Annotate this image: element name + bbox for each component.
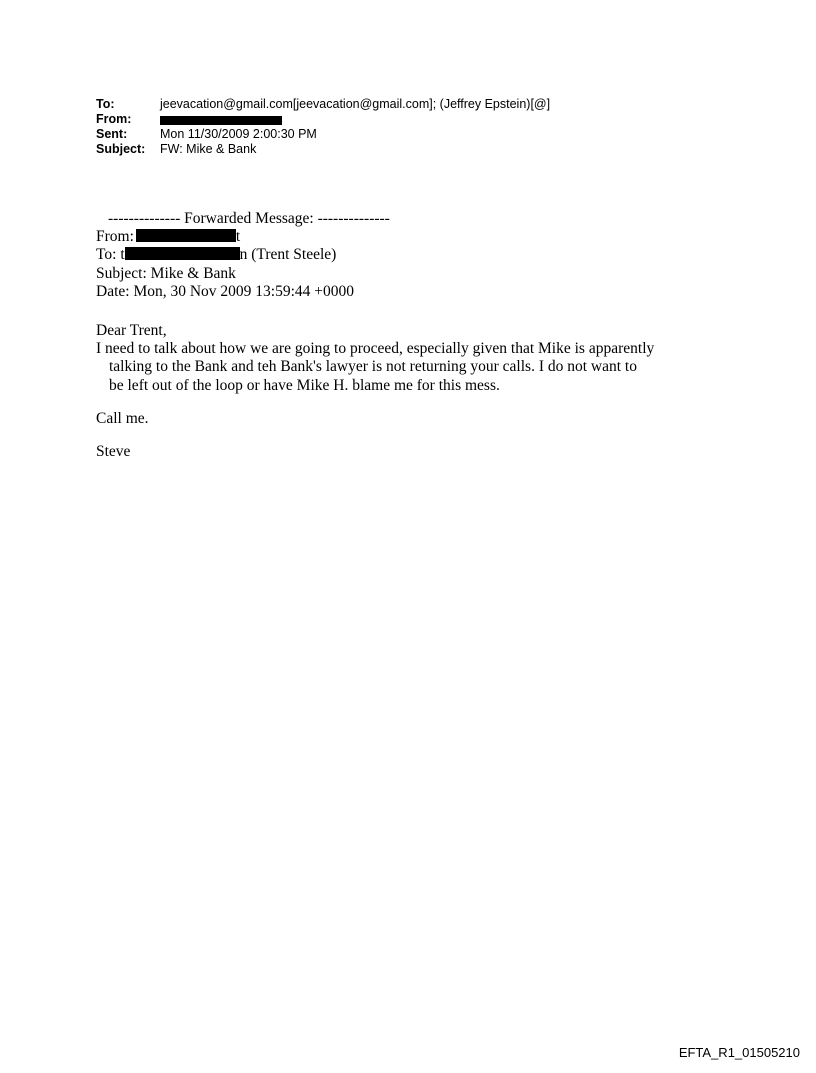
forwarded-to-tail: n (Trent Steele) bbox=[239, 246, 337, 264]
forwarded-to-prefix: To: t bbox=[96, 246, 125, 264]
header-to-row bbox=[96, 97, 550, 112]
forwarded-banner: -------------- Forwarded Message: -------------- bbox=[108, 210, 390, 227]
forwarded-date-line: Date: Mon, 30 Nov 2009 13:59:44 +0000 bbox=[96, 282, 355, 300]
to-label: To: bbox=[96, 97, 115, 111]
from-label: From: bbox=[96, 112, 132, 126]
forwarded-message-header bbox=[96, 210, 390, 301]
header-subject-row bbox=[96, 142, 550, 157]
subject-value: FW: Mike & Bank bbox=[160, 142, 257, 156]
forwarded-to-line bbox=[96, 246, 390, 264]
email-header bbox=[96, 97, 550, 157]
forwarded-from-line bbox=[96, 228, 390, 246]
redaction-block bbox=[125, 247, 240, 260]
forwarded-from-prefix: From: bbox=[96, 228, 134, 246]
body-line: be left out of the loop or have Mike H. blame me for this mess. bbox=[109, 376, 500, 394]
document-id-footer: EFTA_R1_01505210 bbox=[678, 1045, 800, 1060]
message-body bbox=[96, 322, 654, 461]
sent-label: Sent: bbox=[96, 127, 128, 141]
header-from-row bbox=[96, 112, 550, 127]
body-line: I need to talk about how we are going to proceed, especially given that Mike is apparently bbox=[96, 340, 655, 358]
subject-label: Subject: bbox=[96, 142, 146, 156]
redaction-block bbox=[160, 116, 282, 125]
from-value bbox=[160, 112, 282, 127]
header-sent-row bbox=[96, 127, 550, 142]
forwarded-from-tail: t bbox=[235, 228, 241, 246]
sent-value: Mon 11/30/2009 2:00:30 PM bbox=[160, 127, 317, 141]
to-value: jeevacation@gmail.com[jeevacation@gmail.com]; (Jeffrey Epstein)[@] bbox=[160, 97, 551, 111]
call-me-line: Call me. bbox=[96, 409, 149, 427]
greeting: Dear Trent, bbox=[96, 322, 167, 339]
body-line: talking to the Bank and teh Bank's lawyer is not returning your calls. I do not want to bbox=[109, 358, 637, 376]
redaction-block bbox=[136, 229, 236, 242]
signature: Steve bbox=[96, 443, 131, 461]
forwarded-subject-line: Subject: Mike & Bank bbox=[96, 264, 236, 282]
